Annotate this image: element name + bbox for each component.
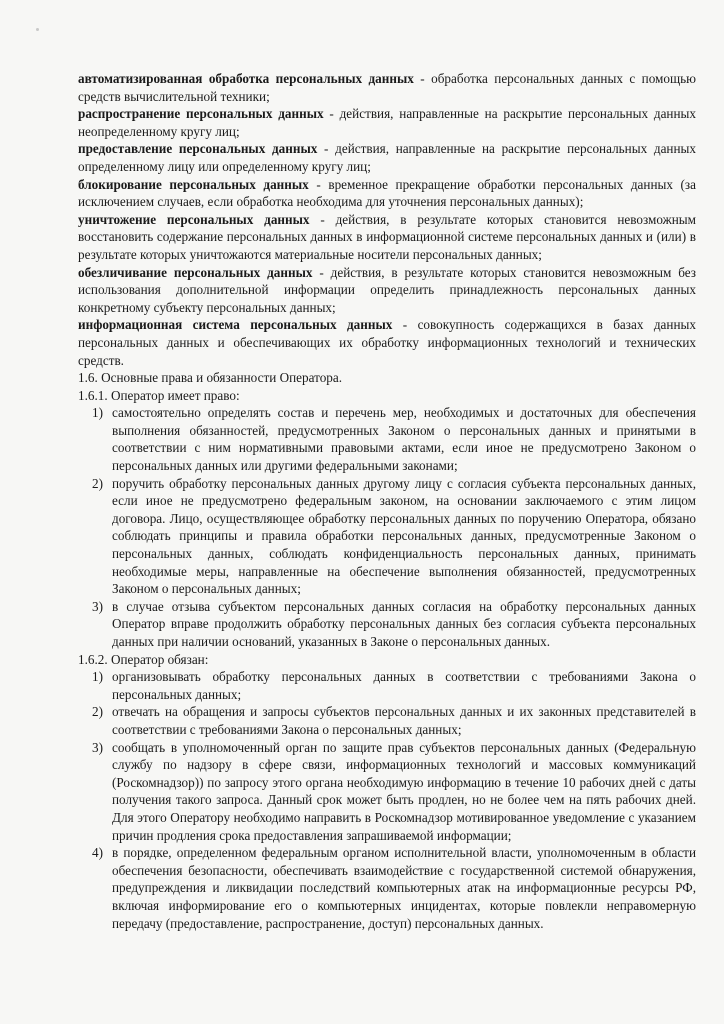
item-text: отвечать на обращения и запросы субъектов персональных данных и их законных представителей в соответствии с требованиями Закона о персональных данных; (112, 704, 696, 737)
item-number: 2) (92, 704, 103, 720)
item-number: 1) (92, 405, 103, 421)
definition-term: предоставление персональных данных (78, 141, 318, 157)
item-text: в случае отзыва субъектом персональных данных согласия на обработку персональных данных Оператор вправе продолжить обработку персональных данных без согласия субъекта персональных данных при наличии оснований, указанных в Законе о персональных данных. (112, 598, 696, 649)
definition-paragraph (78, 176, 696, 211)
definition-paragraph (78, 316, 696, 369)
list-item (78, 703, 696, 738)
item-number: 3) (92, 739, 103, 755)
item-number: 2) (92, 475, 103, 491)
item-text: сообщать в уполномоченный орган по защите прав субъектов персональных данных (Федеральную службу по надзору в сфере связи, информационных технологий и массовых коммуникаций (Роскомнадзор)) по запросу этого органа необходимую информацию в течение 10 рабочих дней с даты получения такого запроса. Данный срок может быть продлен, но не более чем на пять рабочих дней. Для этого Оператору необходимо направить в Роскомнадзор мотивированное уведомление с указанием причин продления срока предоставления запрашиваемой информации; (112, 739, 696, 843)
duties-list (78, 668, 696, 932)
list-item (78, 739, 696, 845)
definition-paragraph (78, 264, 696, 317)
definition-term: распространение персональных данных (78, 106, 324, 122)
scan-speck (36, 28, 39, 31)
definition-text: - действия, в результате которых становится невозможным без использования дополнительной информации определить принадлежность персональных данных конкретному субъекту персональных данных; (78, 264, 697, 315)
item-text: самостоятельно определять состав и перечень мер, необходимых и достаточных для обеспечения выполнения обязанностей, предусмотренных Законом о персональных данных и принятыми в соответствии с ним нормативными правовыми актами, если иное не предусмотрено Законом о персональных данных или другими федеральными законами; (112, 405, 696, 474)
definition-paragraph (78, 211, 696, 264)
definition-term: уничтожение персональных данных (78, 211, 310, 227)
definition-term: автоматизированная обработка персональных данных (78, 71, 414, 86)
item-number: 4) (92, 845, 103, 861)
list-item (78, 668, 696, 703)
definition-paragraph (78, 140, 696, 175)
item-number: 3) (92, 598, 103, 614)
list-item (78, 475, 696, 598)
item-text: в порядке, определенном федеральным органом исполнительной власти, уполномоченным в области обеспечения безопасности, обеспечивать взаимодействие с государственной системой обнаружения, предупреждения и ликвидации последствий компьютерных атак на информационные ресурсы РФ, включая информирование его о компьютерных инцидентах, которые повлекли неправомерную передачу (предоставление, распространение, доступ) персональных данных. (112, 845, 696, 931)
definition-term: информационная система персональных данных (78, 317, 393, 333)
item-text: поручить обработку персональных данных другому лицу с согласия субъекта персональных данных, если иное не предусмотрено федеральным законом, на основании заключаемого с этим лицом договора. Лицо, осуществляющее обработку персональных данных по поручению Оператора, обязано соблюдать принципы и правила обработки персональных данных, предусмотренные Законом о персональных данных, соблюдать конфиденциальность персональных данных, принимать необходимые меры, направленные на обеспечение выполнения обязанностей, предусмотренных Законом о персональных данных; (112, 475, 696, 597)
section-heading-1-6: 1.6. Основные права и обязанности Оператора. (78, 370, 343, 386)
section-heading-1-6-2: 1.6.2. Оператор обязан: (78, 651, 209, 667)
definitions-block (78, 70, 696, 369)
definition-text: - временное прекращение обработки персональных данных (за исключением случаев, если обработка необходима для уточнения персональных данных); (78, 176, 696, 210)
definition-text: - действия, направленные на раскрытие персональных данных определенному лицу или определенному кругу лиц; (78, 141, 697, 174)
definition-text: - обработка персональных данных с помощью средств вычислительной техники; (78, 71, 696, 104)
definition-text: - действия, направленные на раскрытие персональных данных неопределенному кругу лиц; (78, 106, 697, 139)
definition-paragraph (78, 70, 696, 105)
item-number: 1) (92, 669, 103, 685)
rights-list (78, 404, 696, 650)
definition-text: - действия, в результате которых становится невозможным восстановить содержание персональных данных в информационной системе персональных данных и (или) в результате которых уничтожаются материальные носители персональных данных; (78, 211, 696, 262)
item-text: организовывать обработку персональных данных в соответствии с требованиями Закона о персональных данных; (112, 669, 696, 702)
definition-paragraph (78, 105, 696, 140)
definition-text: - совокупность содержащихся в базах данных персональных данных и обеспечивающих их обработку информационных технологий и технических средств. (78, 317, 696, 368)
definition-term: обезличивание персональных данных (78, 264, 313, 280)
list-item (78, 844, 696, 932)
list-item (78, 598, 696, 651)
section-heading-1-6-1: 1.6.1. Оператор имеет право: (78, 387, 240, 403)
definition-term: блокирование персональных данных (78, 176, 309, 192)
list-item (78, 404, 696, 474)
